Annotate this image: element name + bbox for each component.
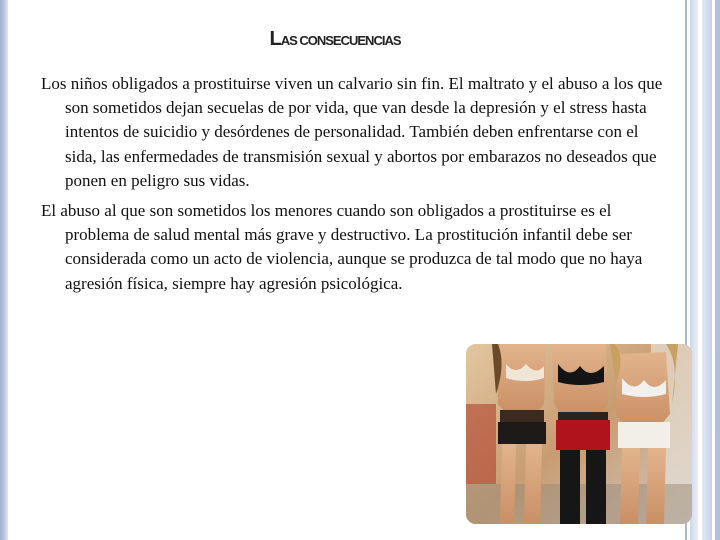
- slide-title-rest: AS CONSECUENCIAS: [280, 33, 401, 48]
- slide-body: [41, 72, 673, 302]
- photo: [466, 344, 692, 524]
- body-paragraph: El abuso al que son sometidos los menores cuando son obligados a prostituirse es el problema de salud mental más grave y destructivo. La prostitución infantil debe ser considerada como un acto de violencia, aunque se produzca de tal modo que no haya agresión física, siempre hay agresión psicológica.: [41, 201, 643, 293]
- slide-title: [0, 28, 670, 51]
- slide-title-initial: L: [269, 28, 281, 50]
- frame-stripe: [715, 0, 720, 540]
- photo-illustration: [466, 344, 692, 524]
- left-frame-border: [0, 0, 8, 540]
- body-paragraph: Los niños obligados a prostituirse viven un calvario sin fin. El maltrato y el abuso a los que son sometidos dejan secuelas de por vida, que van desde la depresión y el stress hasta intentos de suicidio y desórdenes de personalidad. También deben enfrentarse con el sida, las enfermedades de transmisión sexual y abortos por embarazos no deseados que ponen en peligro sus vidas.: [41, 74, 663, 190]
- frame-stripe: [702, 0, 712, 540]
